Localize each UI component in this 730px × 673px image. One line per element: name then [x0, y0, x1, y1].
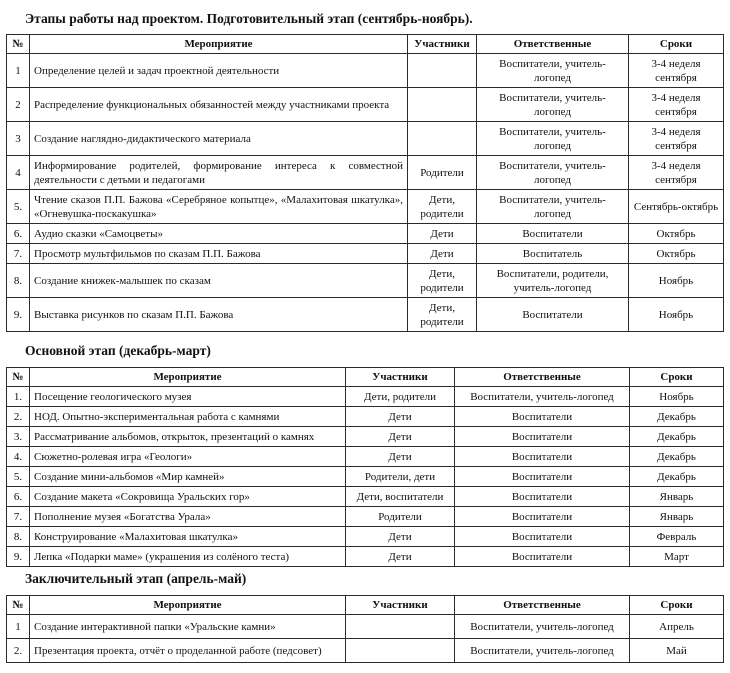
- section-title-final: Заключительный этап (апрель-май): [25, 571, 247, 586]
- row-number: 5.: [7, 467, 30, 487]
- row-participants: [408, 88, 477, 122]
- row-number: 5.: [7, 190, 30, 224]
- row-responsible: Воспитатели, учитель-логопед: [455, 639, 630, 663]
- header-dates: Сроки: [630, 368, 724, 387]
- preparatory-stage-table: [6, 34, 724, 332]
- row-participants: Дети: [346, 427, 455, 447]
- row-responsible: Воспитатели, учитель-логопед: [477, 190, 629, 224]
- header-responsible: Ответственные: [477, 35, 629, 54]
- row-activity: Распределение функциональных обязанностей между участниками проекта: [30, 88, 408, 122]
- header-participants: Участники: [408, 35, 477, 54]
- row-number: 1.: [7, 387, 30, 407]
- table-row: [7, 615, 724, 639]
- header-participants: Участники: [346, 368, 455, 387]
- row-dates: Декабрь: [630, 407, 724, 427]
- row-participants: Дети: [346, 547, 455, 567]
- table-header-row: [7, 35, 724, 54]
- row-dates: Февраль: [630, 527, 724, 547]
- row-dates: Май: [630, 639, 724, 663]
- section-title-main: Основной этап (декабрь-март): [25, 343, 211, 358]
- table-row: [7, 387, 724, 407]
- table-row: [7, 156, 724, 190]
- table-row: [7, 639, 724, 663]
- row-responsible: Воспитатели: [455, 527, 630, 547]
- row-responsible: Воспитатели, учитель-логопед: [477, 122, 629, 156]
- row-responsible: Воспитатели, учитель-логопед: [477, 54, 629, 88]
- row-activity: Создание наглядно-дидактического материала: [30, 122, 408, 156]
- table-row: [7, 507, 724, 527]
- row-participants: Дети: [408, 244, 477, 264]
- final-stage-table: [6, 595, 724, 663]
- row-responsible: Воспитатель: [477, 244, 629, 264]
- row-dates: Март: [630, 547, 724, 567]
- row-activity: Лепка «Подарки маме» (украшения из солёного теста): [30, 547, 346, 567]
- header-number: №: [7, 35, 30, 54]
- row-activity: Информирование родителей, формирование интереса к совместной деятельности с детьми и педагогами: [30, 156, 408, 190]
- header-responsible: Ответственные: [455, 368, 630, 387]
- table-row: [7, 298, 724, 332]
- row-responsible: Воспитатели: [455, 427, 630, 447]
- row-responsible: Воспитатели: [455, 447, 630, 467]
- row-responsible: Воспитатели, учитель-логопед: [477, 88, 629, 122]
- header-participants: Участники: [346, 596, 455, 615]
- row-number: 6.: [7, 487, 30, 507]
- row-participants: Дети: [346, 527, 455, 547]
- row-activity: Пополнение музея «Богатства Урала»: [30, 507, 346, 527]
- row-dates: Ноябрь: [629, 298, 724, 332]
- row-dates: Январь: [630, 487, 724, 507]
- row-number: 1: [7, 54, 30, 88]
- row-number: 8.: [7, 527, 30, 547]
- table-row: [7, 527, 724, 547]
- header-activity: Мероприятие: [30, 35, 408, 54]
- row-participants: Дети, родители: [408, 264, 477, 298]
- section-title-preparatory: Этапы работы над проектом. Подготовительный этап (сентябрь-ноябрь).: [25, 11, 473, 26]
- row-dates: Октябрь: [629, 224, 724, 244]
- row-responsible: Воспитатели, учитель-логопед: [455, 387, 630, 407]
- row-dates: Январь: [630, 507, 724, 527]
- row-responsible: Воспитатели, родители, учитель-логопед: [477, 264, 629, 298]
- row-responsible: Воспитатели: [455, 547, 630, 567]
- table-row: [7, 427, 724, 447]
- header-number: №: [7, 596, 30, 615]
- row-activity: Определение целей и задач проектной деятельности: [30, 54, 408, 88]
- table-row: [7, 487, 724, 507]
- row-dates: 3-4 неделя сентября: [629, 122, 724, 156]
- row-activity: Создание мини-альбомов «Мир камней»: [30, 467, 346, 487]
- row-participants: Дети, родители: [408, 190, 477, 224]
- row-dates: 3-4 неделя сентября: [629, 88, 724, 122]
- row-responsible: Воспитатели: [455, 407, 630, 427]
- row-responsible: Воспитатели: [477, 224, 629, 244]
- header-dates: Сроки: [630, 596, 724, 615]
- row-activity: Посещение геологического музея: [30, 387, 346, 407]
- row-dates: Ноябрь: [630, 387, 724, 407]
- row-activity: Создание интерактивной папки «Уральские камни»: [30, 615, 346, 639]
- row-responsible: Воспитатели: [477, 298, 629, 332]
- row-number: 4.: [7, 447, 30, 467]
- row-activity: НОД. Опытно-экспериментальная работа с камнями: [30, 407, 346, 427]
- row-responsible: Воспитатели: [455, 487, 630, 507]
- table-row: [7, 407, 724, 427]
- row-participants: Дети: [346, 447, 455, 467]
- row-number: 2.: [7, 407, 30, 427]
- table-row: [7, 447, 724, 467]
- row-activity: Просмотр мультфильмов по сказам П.П. Бажова: [30, 244, 408, 264]
- table-header-row: [7, 596, 724, 615]
- table-row: [7, 190, 724, 224]
- table-row: [7, 547, 724, 567]
- row-number: 9.: [7, 547, 30, 567]
- row-participants: Дети, родители: [346, 387, 455, 407]
- row-participants: [346, 615, 455, 639]
- row-participants: [346, 639, 455, 663]
- row-activity: Чтение сказов П.П. Бажова «Серебряное копытце», «Малахитовая шкатулка», «Огневушка-поскакушка»: [30, 190, 408, 224]
- header-dates: Сроки: [629, 35, 724, 54]
- table-row: [7, 224, 724, 244]
- row-number: 6.: [7, 224, 30, 244]
- row-participants: Родители: [346, 507, 455, 527]
- row-dates: Октябрь: [629, 244, 724, 264]
- row-number: 4: [7, 156, 30, 190]
- row-number: 7.: [7, 507, 30, 527]
- table-row: [7, 244, 724, 264]
- row-dates: Сентябрь-октябрь: [629, 190, 724, 224]
- row-activity: Сюжетно-ролевая игра «Геологи»: [30, 447, 346, 467]
- row-activity: Выставка рисунков по сказам П.П. Бажова: [30, 298, 408, 332]
- row-dates: 3-4 неделя сентября: [629, 54, 724, 88]
- row-participants: Родители: [408, 156, 477, 190]
- row-dates: Апрель: [630, 615, 724, 639]
- header-activity: Мероприятие: [30, 368, 346, 387]
- table-row: [7, 122, 724, 156]
- table-row: [7, 264, 724, 298]
- row-number: 3.: [7, 427, 30, 447]
- table-row: [7, 467, 724, 487]
- row-participants: Родители, дети: [346, 467, 455, 487]
- row-number: 1: [7, 615, 30, 639]
- row-activity: Рассматривание альбомов, открыток, презентаций о камнях: [30, 427, 346, 447]
- row-activity: Аудио сказки «Самоцветы»: [30, 224, 408, 244]
- main-stage-table: [6, 367, 724, 567]
- row-participants: [408, 54, 477, 88]
- row-dates: Декабрь: [630, 427, 724, 447]
- row-responsible: Воспитатели: [455, 467, 630, 487]
- row-number: 2: [7, 88, 30, 122]
- row-responsible: Воспитатели, учитель-логопед: [477, 156, 629, 190]
- row-activity: Создание макета «Сокровища Уральских гор»: [30, 487, 346, 507]
- row-number: 2.: [7, 639, 30, 663]
- row-responsible: Воспитатели, учитель-логопед: [455, 615, 630, 639]
- row-activity: Создание книжек-малышек по сказам: [30, 264, 408, 298]
- row-dates: Ноябрь: [629, 264, 724, 298]
- row-responsible: Воспитатели: [455, 507, 630, 527]
- row-activity: Конструирование «Малахитовая шкатулка»: [30, 527, 346, 547]
- row-participants: Дети: [408, 224, 477, 244]
- row-number: 9.: [7, 298, 30, 332]
- row-dates: 3-4 неделя сентября: [629, 156, 724, 190]
- row-number: 3: [7, 122, 30, 156]
- row-participants: Дети: [346, 407, 455, 427]
- row-participants: Дети, воспитатели: [346, 487, 455, 507]
- row-participants: [408, 122, 477, 156]
- table-row: [7, 54, 724, 88]
- row-dates: Декабрь: [630, 467, 724, 487]
- row-dates: Декабрь: [630, 447, 724, 467]
- row-number: 8.: [7, 264, 30, 298]
- table-row: [7, 88, 724, 122]
- row-activity: Презентация проекта, отчёт о проделанной работе (педсовет): [30, 639, 346, 663]
- row-number: 7.: [7, 244, 30, 264]
- row-participants: Дети, родители: [408, 298, 477, 332]
- header-number: №: [7, 368, 30, 387]
- header-responsible: Ответственные: [455, 596, 630, 615]
- header-activity: Мероприятие: [30, 596, 346, 615]
- table-header-row: [7, 368, 724, 387]
